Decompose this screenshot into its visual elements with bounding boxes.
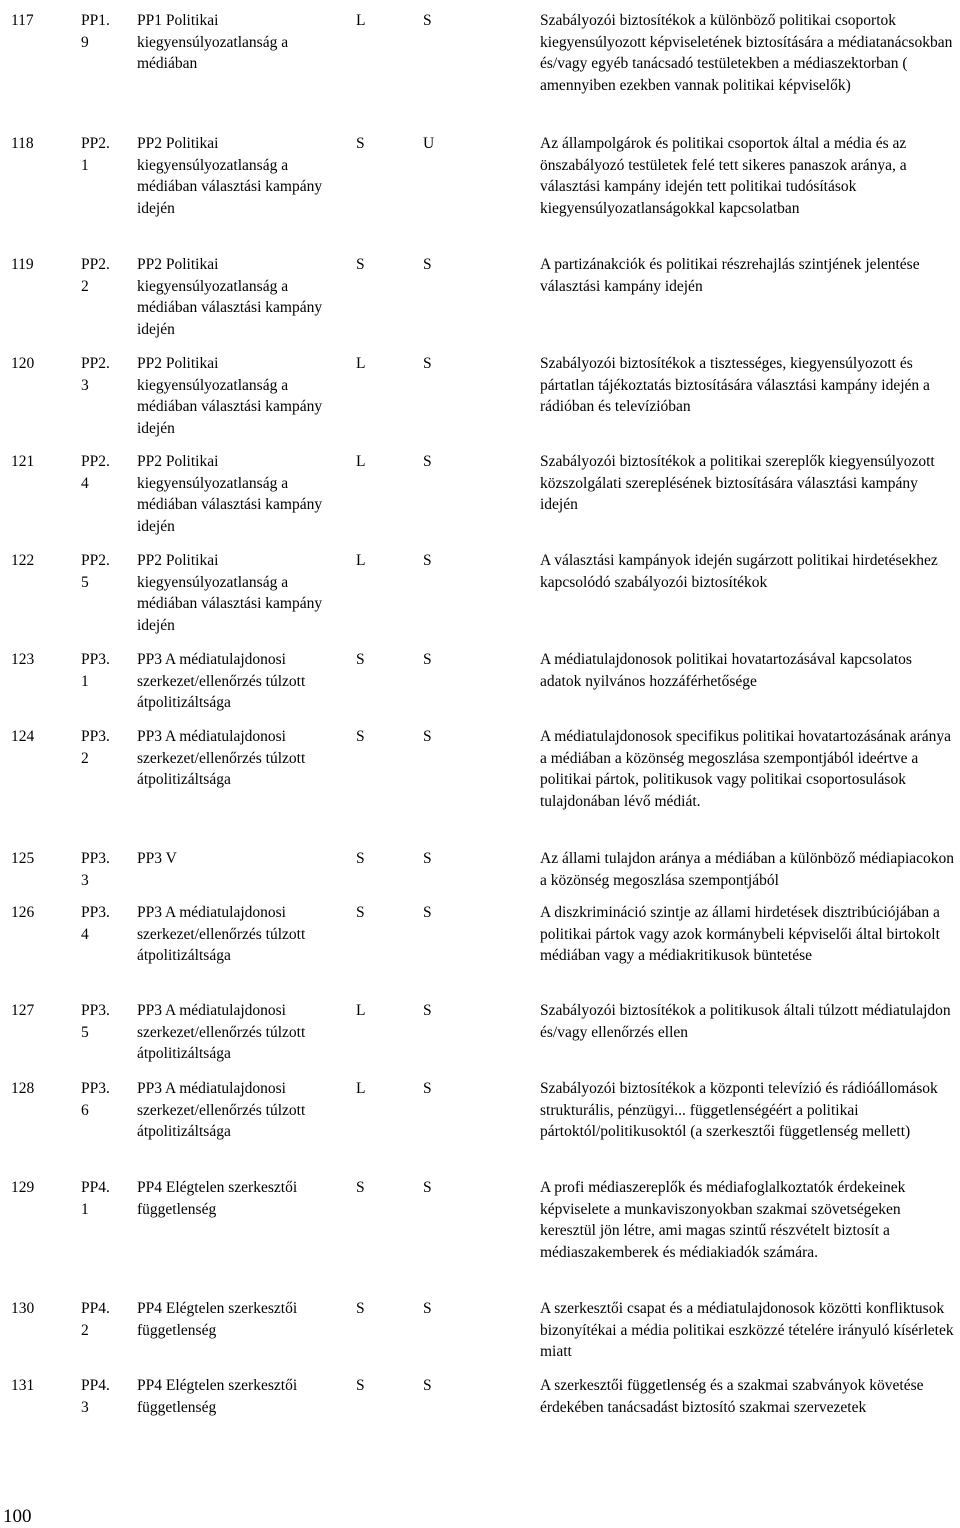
row-number: 119 [11, 256, 34, 273]
indicator-code: PP1. 9 [81, 12, 110, 51]
row-number: 128 [11, 1080, 35, 1097]
level-1: L [356, 453, 366, 470]
indicator-code: PP2. 1 [81, 135, 110, 174]
indicator-code: PP2. 4 [81, 453, 110, 492]
indicator-description: A médiatulajdonosok politikai hovatartozásával kapcsolatos adatok nyilvános hozzáférhetősége [540, 651, 912, 690]
row-number: 121 [11, 453, 35, 470]
row-number: 122 [11, 552, 35, 569]
indicator-description: Szabályozói biztosítékok a tisztességes, kiegyensúlyozott és pártatlan tájékoztatás biztosítására választási kampány idején a rádióban és televízióban [540, 355, 930, 415]
indicator-code: PP3. 5 [81, 1002, 110, 1041]
page-number: 100 [3, 1506, 32, 1527]
level-1: S [356, 850, 365, 867]
indicator-description: A szerkesztői csapat és a médiatulajdonosok közötti konfliktusok bizonyítékai a média politikai eszközzé tételére irányuló kísérletek miatt [540, 1300, 954, 1360]
level-1: S [356, 904, 365, 921]
indicator-code: PP4. 1 [81, 1179, 110, 1218]
level-1: S [356, 651, 365, 668]
level-2: U [423, 135, 435, 152]
risk-title: PP2 Politikai kiegyensúlyozatlanság a médiában választási kampány idején [137, 453, 323, 535]
indicator-description: A médiatulajdonosok specifikus politikai hovatartozásának aránya a médiában a közönség megoszlása szempontjából ideértve a politikai pártok, politikusok vagy politikai csoportosulások tulajdonában lévő médiát. [540, 728, 952, 810]
indicator-code: PP3. 3 [81, 850, 110, 889]
indicator-code: PP2. 3 [81, 355, 110, 394]
risk-title: PP4 Elégtelen szerkesztői függetlenség [137, 1179, 298, 1218]
row-number: 123 [11, 651, 35, 668]
indicator-description: Az állampolgárok és politikai csoportok által a média és az önszabályozó testületek felé tett sikeres panaszok aránya, a választási kampány idején tett politikai tudósítások kiegyensúlyozatlanságokkal kapcsolatban [540, 135, 907, 217]
risk-title: PP3 A médiatulajdonosi szerkezet/ellenőrzés túlzott átpolitizáltsága [137, 904, 306, 964]
level-1: S [356, 135, 365, 152]
level-2: S [423, 256, 432, 273]
indicator-code: PP3. 1 [81, 651, 110, 690]
risk-title: PP2 Politikai kiegyensúlyozatlanság a médiában választási kampány idején [137, 256, 323, 338]
level-1: S [356, 728, 365, 745]
row-number: 127 [11, 1002, 35, 1019]
risk-title: PP3 A médiatulajdonosi szerkezet/ellenőrzés túlzott átpolitizáltsága [137, 1080, 306, 1140]
indicator-description: A profi médiaszereplők és médiafoglalkoztatók érdekeinek képviselete a munkaviszonyokban szakmai szövetségeken keresztül jön létre, ami magas szintű részvételt biztosít a médiaszakemberek és médiakiadók számára. [540, 1179, 906, 1261]
indicator-description: Szabályozói biztosítékok a különböző politikai csoportok kiegyensúlyozott képviseletének biztosítására a médiatanácsokban és/vagy egyéb tanácsadó testületekben a médiaszektorban ( amennyiben ezekben vannak politikai képviselők) [540, 12, 953, 94]
row-number: 129 [11, 1179, 35, 1196]
risk-title: PP2 Politikai kiegyensúlyozatlanság a médiában választási kampány idején [137, 355, 323, 437]
level-2: S [423, 1179, 432, 1196]
row-number: 124 [11, 728, 35, 745]
row-number: 117 [11, 12, 34, 29]
level-1: L [356, 1002, 366, 1019]
indicator-description: A választási kampányok idején sugárzott politikai hirdetésekhez kapcsolódó szabályozói biztosítékok [540, 552, 938, 591]
indicator-code: PP2. 2 [81, 256, 110, 295]
row-number: 118 [11, 135, 34, 152]
risk-title: PP4 Elégtelen szerkesztői függetlenség [137, 1377, 298, 1416]
level-2: S [423, 1080, 432, 1097]
row-number: 125 [11, 850, 35, 867]
risk-title: PP4 Elégtelen szerkesztői függetlenség [137, 1300, 298, 1339]
risk-title: PP3 A médiatulajdonosi szerkezet/ellenőrzés túlzott átpolitizáltsága [137, 1002, 306, 1062]
indicator-description: Szabályozói biztosítékok a politikusok általi túlzott médiatulajdon és/vagy ellenőrzés ellen [540, 1002, 951, 1041]
indicator-code: PP2. 5 [81, 552, 110, 591]
row-number: 130 [11, 1300, 35, 1317]
row-number: 120 [11, 355, 35, 372]
row-number: 126 [11, 904, 35, 921]
indicator-description: Az állami tulajdon aránya a médiában a különböző médiapiacokon a közönség megoszlása szempontjából [540, 850, 955, 889]
level-1: S [356, 1377, 365, 1394]
level-2: S [423, 904, 432, 921]
level-2: S [423, 850, 432, 867]
level-2: S [423, 651, 432, 668]
indicator-description: Szabályozói biztosítékok a központi televízió és rádióállomások strukturális, pénzügyi... függetlenségéért a politikai pártoktól/politikusoktól (a szerkesztői függetlenség mellett) [540, 1080, 938, 1140]
risk-title: PP2 Politikai kiegyensúlyozatlanság a médiában választási kampány idején [137, 135, 323, 217]
row-number: 131 [11, 1377, 35, 1394]
level-1: S [356, 1179, 365, 1196]
indicator-code: PP3. 6 [81, 1080, 110, 1119]
level-1: L [356, 1080, 366, 1097]
indicator-description: A szerkesztői függetlenség és a szakmai szabványok követése érdekében tanácsadást biztosító szakmai szervezetek [540, 1377, 924, 1416]
indicator-code: PP4. 2 [81, 1300, 110, 1339]
risk-title: PP3 A médiatulajdonosi szerkezet/ellenőrzés túlzott átpolitizáltsága [137, 651, 306, 711]
level-2: S [423, 1377, 432, 1394]
level-2: S [423, 355, 432, 372]
level-2: S [423, 453, 432, 470]
level-1: S [356, 1300, 365, 1317]
risk-title: PP1 Politikai kiegyensúlyozatlanság a médiában [137, 12, 289, 72]
risk-title: PP3 V [137, 850, 177, 867]
level-1: L [356, 552, 366, 569]
level-2: S [423, 12, 432, 29]
level-2: S [423, 728, 432, 745]
level-2: S [423, 552, 432, 569]
indicator-description: A partizánakciók és politikai részrehajlás szintjének jelentése választási kampány idején [540, 256, 920, 295]
indicator-description: Szabályozói biztosítékok a politikai szereplők kiegyensúlyozott közszolgálati szereplésének biztosítására választási kampány idején [540, 453, 935, 513]
risk-title: PP2 Politikai kiegyensúlyozatlanság a médiában választási kampány idején [137, 552, 323, 634]
risk-title: PP3 A médiatulajdonosi szerkezet/ellenőrzés túlzott átpolitizáltsága [137, 728, 306, 788]
level-1: L [356, 12, 366, 29]
level-2: S [423, 1002, 432, 1019]
indicator-code: PP3. 4 [81, 904, 110, 943]
level-1: S [356, 256, 365, 273]
indicator-description: A diszkrimináció szintje az állami hirdetések disztribúciójában a politikai pártok vagy azok kormánybeli képviselői által birtokolt médiában vagy a médiakritikusok büntetése [540, 904, 940, 964]
level-2: S [423, 1300, 432, 1317]
indicator-code: PP4. 3 [81, 1377, 110, 1416]
indicator-code: PP3. 2 [81, 728, 110, 767]
level-1: L [356, 355, 366, 372]
